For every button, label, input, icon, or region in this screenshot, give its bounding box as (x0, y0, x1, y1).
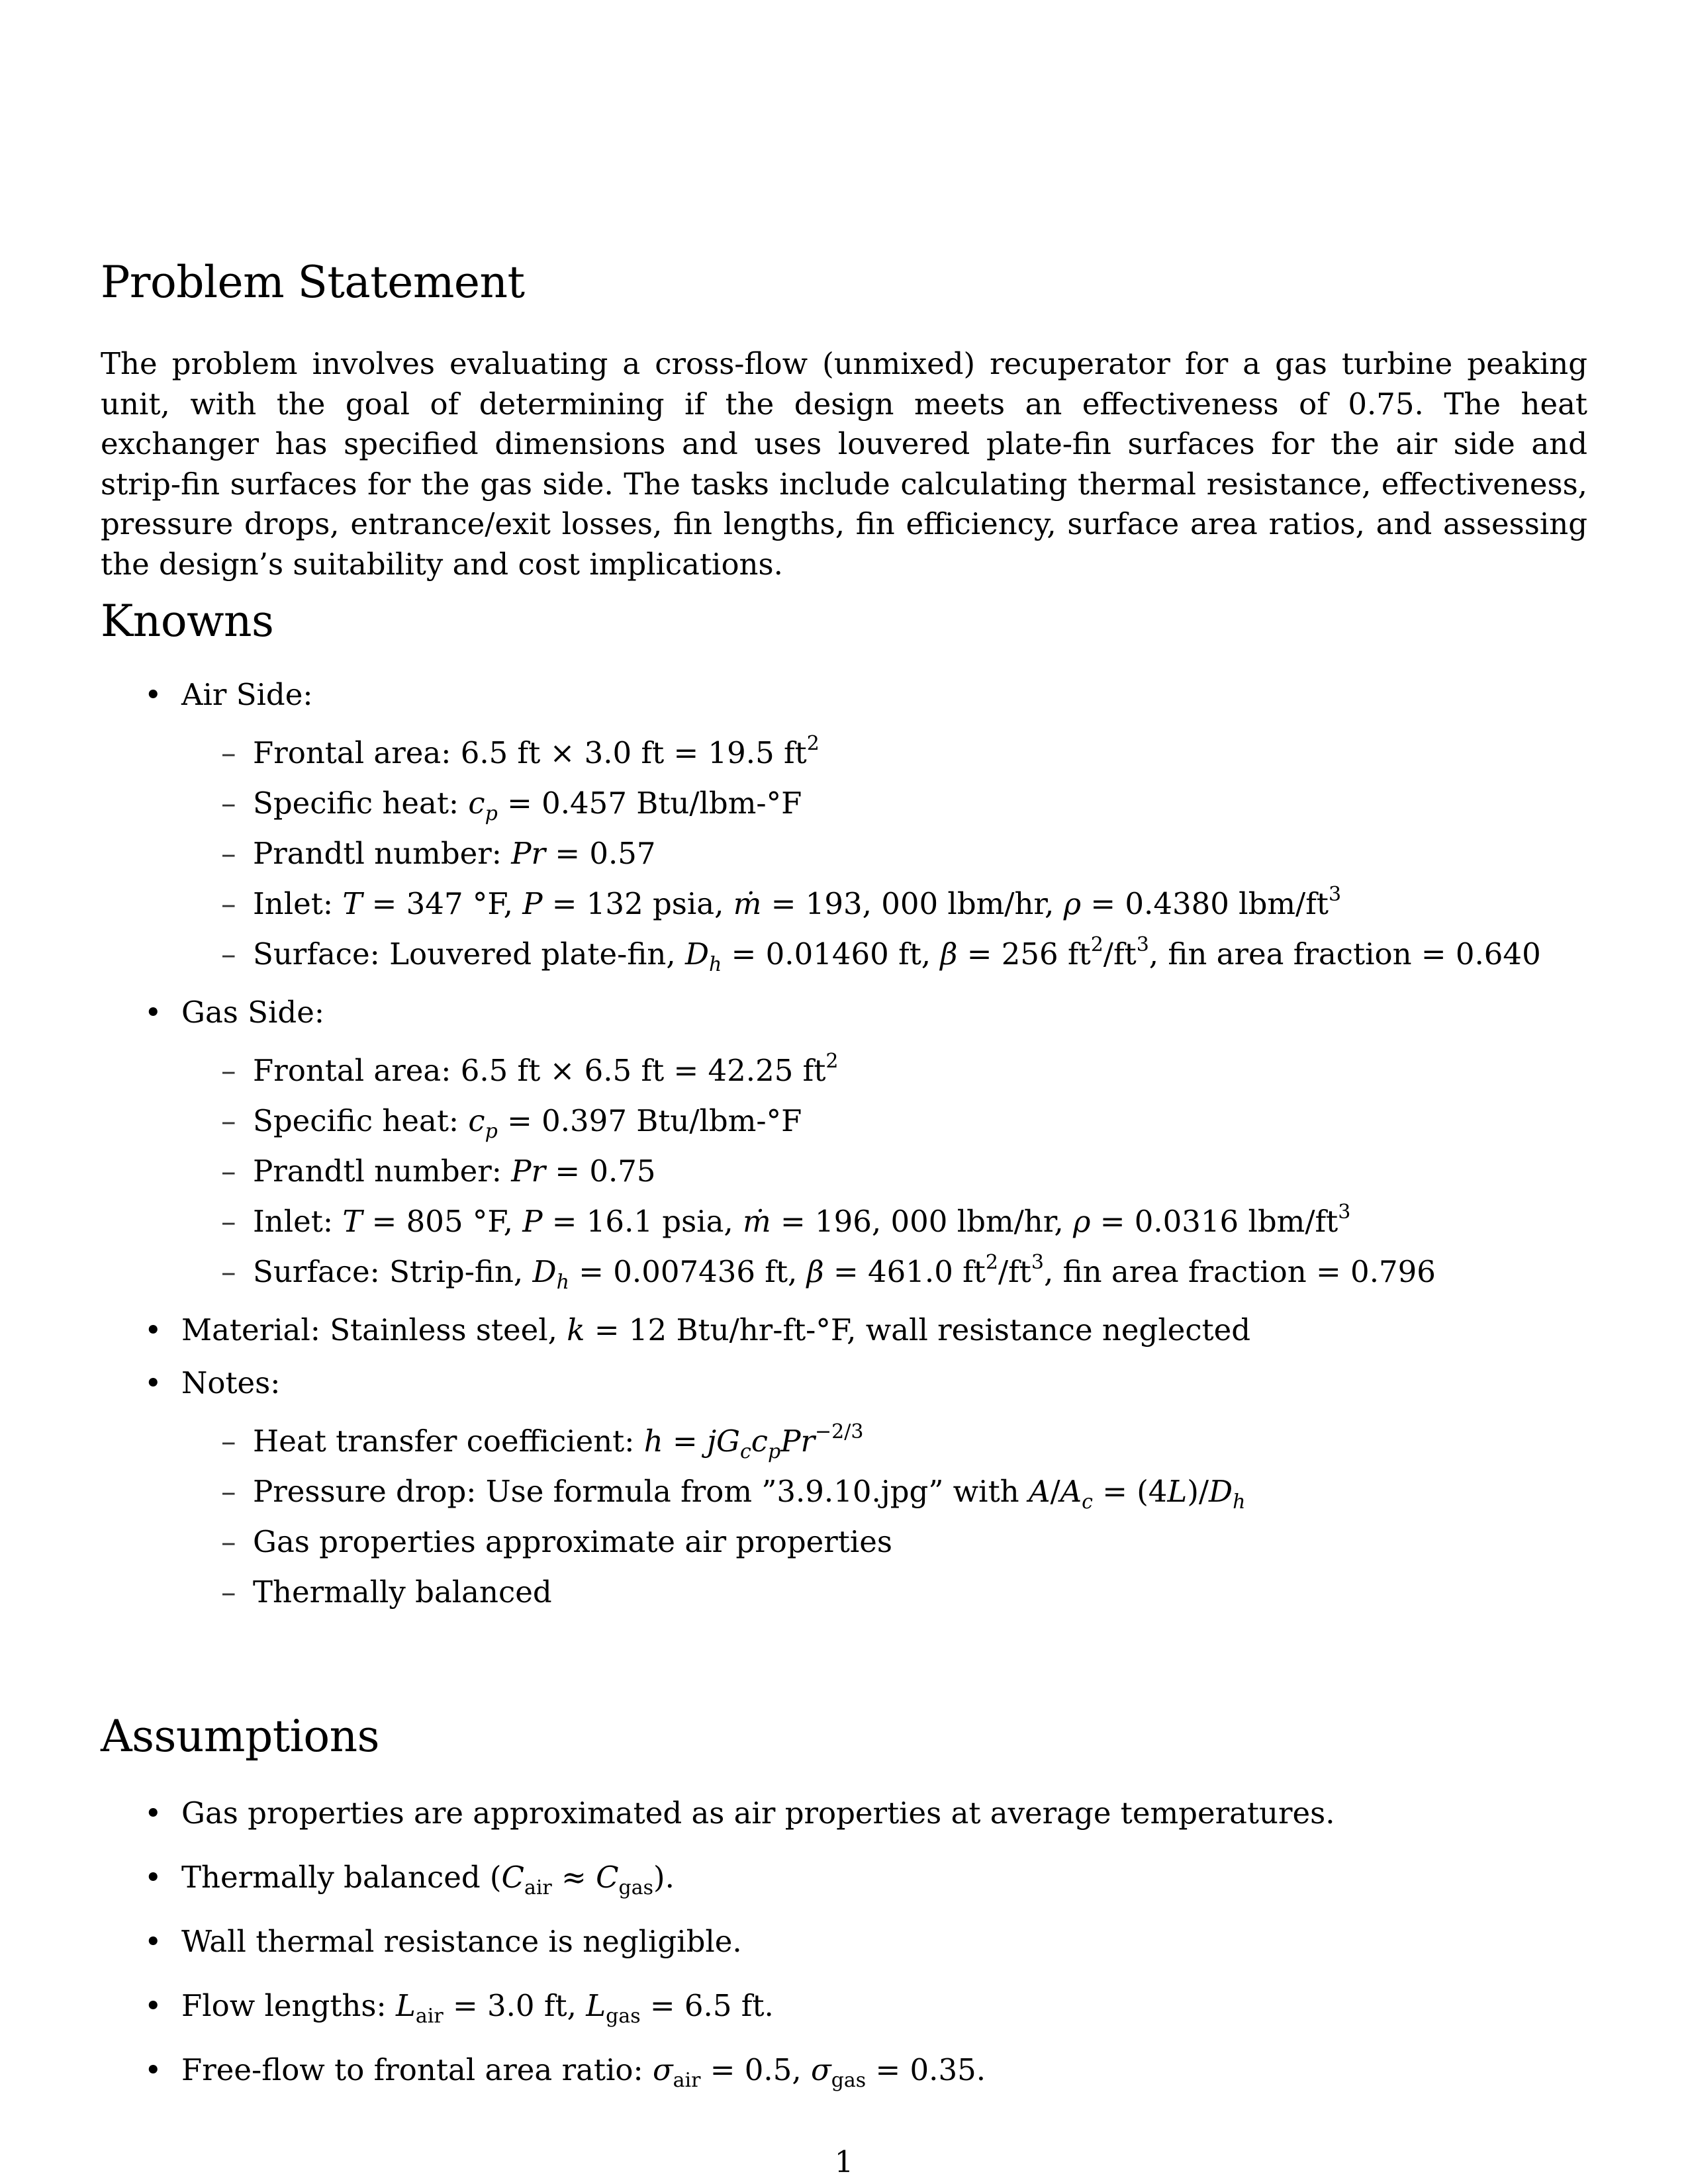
assumptions-list (101, 1794, 1587, 2090)
assumption-gas-properties: • Gas properties are approximated as air properties at average temperatures. (144, 1796, 1335, 1831)
gas-inlet: – Inlet: T = 805 °F, P = 16.1 psia, ṁ = 196, 000 lbm/hr, ρ = 0.0316 lbm/$ft^3$ (221, 1201, 1351, 1239)
air-inlet: – Inlet: T = 347 °F, P = 132 psia, ṁ = 193, 000 lbm/hr, ρ = 0.4380 lbm/$ft^3$ (221, 883, 1342, 921)
notes-item (101, 1363, 1587, 1617)
gas-surface: – Surface: Strip-fin, $D_h = 0.007436$ ft, β = 461.0 $ft^2/ft^3$, fin area fraction = 0.796 (221, 1251, 1436, 1294)
material-item: • Material: Stainless steel, k = 12 Btu/hr-ft-°F, wall resistance neglected (101, 1310, 1587, 1350)
gas-specific-heat: – Specific heat: $c_p = 0.397$ Btu/lbm-°F (221, 1103, 802, 1143)
problem-statement-heading: Problem Statement (101, 257, 525, 308)
note-heat-transfer: – Heat transfer coefficient: $h = jG_cc_pPr^{-2/3}$ (221, 1420, 864, 1463)
assumption-flow-lengths: • Flow lengths: $L_{air} = 3.0$ ft, $L_{gas} = 6.5$ ft. (144, 1988, 774, 2028)
air-surface: – Surface: Louvered plate-fin, $D_h = 0.01460$ ft, β = 256 $ft^2/ft^3$, fin area fraction = 0.640 (221, 933, 1541, 976)
assumption-area-ratio: • Free-flow to frontal area ratio: $\sigma_{air} = 0.5$, $\sigma_{gas} = 0.35$. (144, 2052, 986, 2092)
assumptions-heading: Assumptions (101, 1711, 379, 1762)
problem-statement-text: The problem involves evaluating a cross-flow (unmixed) recuperator for a gas turbine peaking unit, with the goal of determining if the design meets an effectiveness of 0.75. The heat exchanger has specified dimensions and uses louvered plate-fin surfaces for the air side and strip-fin surfaces for the gas side. The tasks include calculating thermal resistance, effectiveness, pressure drops, entrance/exit losses, fin lengths, fin efficiency, surface area ratios, and assessing the design’s suitability and cost implications. (101, 346, 1587, 582)
air-side-item (101, 675, 1587, 979)
air-frontal-area: – Frontal area: 6.5 ft × 3.0 ft = 19.5 $ft^2$ (221, 732, 820, 770)
notes-label: Notes: (181, 1365, 281, 1400)
bullet: • (144, 677, 162, 712)
assumption-balanced: • Thermally balanced $(C_{air} \approx C_{gas})$. (144, 1860, 675, 1899)
gas-side-label: Gas Side: (181, 995, 324, 1030)
note-balanced: – Thermally balanced (221, 1574, 552, 1610)
bullet: • (144, 995, 162, 1030)
knowns-list (101, 675, 1587, 1617)
knowns-heading: Knowns (101, 596, 274, 647)
gas-prandtl: – Prandtl number: Pr = 0.75 (221, 1154, 656, 1189)
note-pressure-drop: – Pressure drop: Use formula from ”3.9.10.jpg” with $A/A_c = (4L)/D_h$ (221, 1474, 1246, 1514)
air-side-label: Air Side: (181, 677, 313, 712)
bullet: • (144, 1365, 162, 1400)
bullet: • (144, 1312, 162, 1347)
assumption-wall-resistance: • Wall thermal resistance is negligible. (144, 1924, 742, 1959)
note-gas-properties: – Gas properties approximate air properties (221, 1524, 892, 1559)
air-specific-heat: – Specific heat: $c_p = 0.457$ Btu/lbm-°F (221, 786, 802, 825)
gas-side-item (101, 993, 1587, 1297)
air-side-sublist (181, 728, 1587, 979)
page-number: 1 (834, 2144, 854, 2179)
air-prandtl: – Prandtl number: Pr = 0.57 (221, 836, 656, 871)
gas-side-sublist (181, 1046, 1587, 1297)
notes-sublist (181, 1416, 1587, 1617)
gas-frontal-area: – Frontal area: 6.5 ft × 6.5 ft = 42.25 $ft^2$ (221, 1050, 839, 1088)
